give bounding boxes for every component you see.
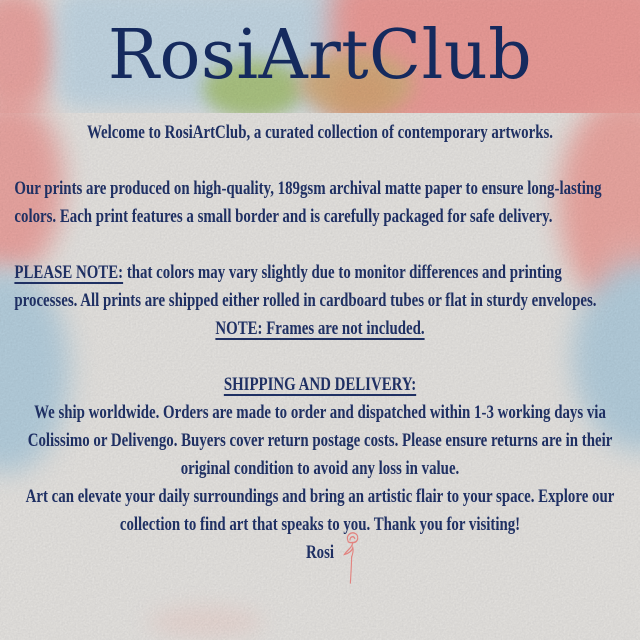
rose-icon <box>340 531 364 585</box>
watercolor-bottom-smudge <box>148 606 263 638</box>
please-note-paragraph <box>14 259 625 315</box>
please-note-label: PLEASE NOTE: <box>14 262 124 283</box>
frames-note-text: NOTE: Frames are not included. <box>215 318 425 339</box>
signature-name: Rosi <box>305 542 335 563</box>
closing-paragraph: Art can elevate your daily surroundings and bring an artistic flair to your space. Explore our collection to find art that speaks to you. Thank you for visiting! <box>25 486 615 535</box>
about-text <box>0 113 640 567</box>
print-quality-paragraph: Our prints are produced on high-quality, 189gsm archival matte paper to ensure long-lasting colors. Each print features a small border and is carefully packaged for safe delivery. <box>14 178 602 227</box>
page-title: RosiArtClub <box>107 16 533 95</box>
signature-line <box>14 539 625 567</box>
shipping-heading-text: SHIPPING AND DELIVERY: <box>223 374 417 395</box>
please-note-body: that colors may vary slightly due to monitor differences and printing processes. All prints are shipped either rolled in cardboard tubes or flat in sturdy envelopes. <box>14 262 597 311</box>
intro-line: Welcome to RosiArtClub, a curated collection of contemporary artworks. <box>87 122 553 143</box>
shipping-paragraph: We ship worldwide. Orders are made to order and dispatched within 1-3 working days via Colissimo or Delivengo. Buyers cover return postage costs. Please ensure returns are in their original condition to avoid any loss in value. <box>27 402 613 479</box>
frames-note <box>14 315 625 343</box>
shipping-heading <box>14 371 625 399</box>
